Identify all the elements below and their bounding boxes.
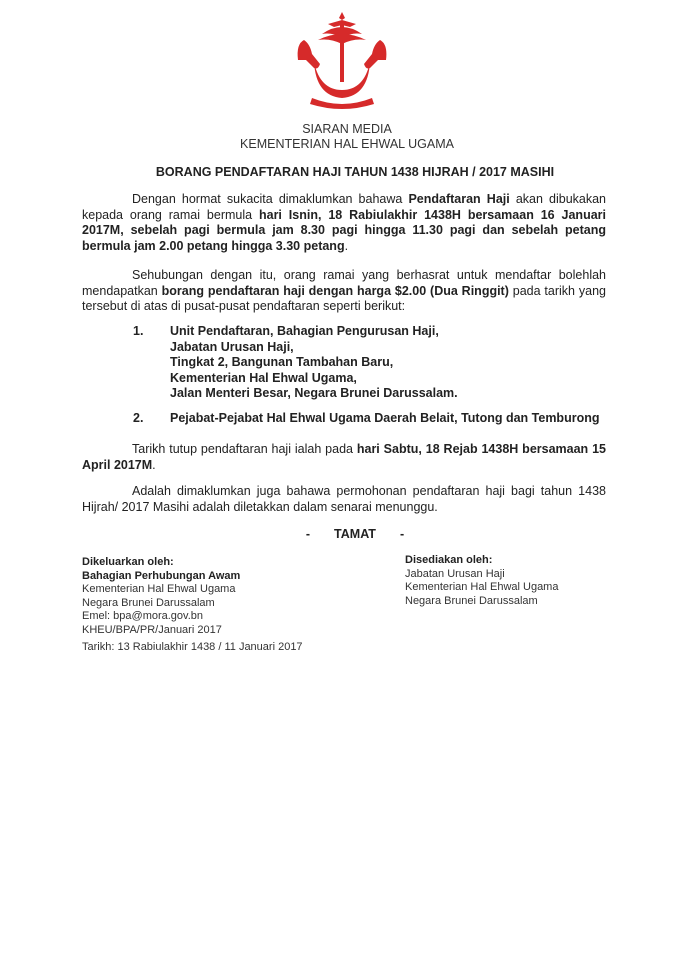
- paragraph-2: [82, 268, 606, 315]
- brunei-crest-icon: [292, 10, 392, 112]
- issued-by-email: Emel: bpa@mora.gov.bn: [82, 610, 204, 622]
- address-line: Jalan Menteri Besar, Negara Brunei Darussalam.: [170, 386, 458, 400]
- p3-text-1: Tarikh tutup pendaftaran haji ialah pada: [132, 442, 357, 456]
- issued-by-org: Bahagian Perhubungan Awam: [82, 569, 241, 582]
- prepared-by-line: Kementerian Hal Ehwal Ugama: [405, 581, 559, 593]
- list-number-1: 1.: [133, 324, 144, 338]
- p2-text-2: pada tarikh yang tersebut di atas di pusat-pusat pendaftaran seperti berikut:: [82, 283, 606, 313]
- issued-by-line: Kementerian Hal Ehwal Ugama: [82, 583, 236, 595]
- header: [0, 122, 674, 152]
- issued-by-line: Negara Brunei Darussalam: [82, 596, 215, 609]
- header-ministry: KEMENTERIAN HAL EHWAL UGAMA: [240, 137, 454, 151]
- document-title: BORANG PENDAFTARAN HAJI TAHUN 1438 HIJRAH / 2017 MASIHI: [155, 165, 555, 179]
- paragraph-1: [82, 192, 606, 254]
- tamat-dash-left: -: [305, 527, 311, 541]
- p2-text-1: Sehubungan dengan itu, orang ramai yang berhasrat untuk mendaftar bolehlah mendapatkan: [82, 268, 606, 298]
- date-line: Tarikh: 13 Rabiulakhir 1438 / 11 Januari 2017: [82, 641, 303, 653]
- p1-text-3: .: [344, 238, 349, 253]
- issued-by-block: [82, 556, 240, 637]
- header-siaran-media: SIARAN MEDIA: [302, 122, 392, 136]
- list-number-2: 2.: [133, 411, 144, 425]
- paragraph-4: [82, 484, 606, 515]
- p4-text-1: Adalah dimaklumkan juga bahawa permohonan pendaftaran haji bagi tahun 1438 Hijrah/ 2017 Masihi adalah diletakkan dalam senarai menunggu.: [82, 484, 606, 514]
- p1-text-1: Dengan hormat sukacita dimaklumkan bahawa: [132, 192, 409, 206]
- paragraph-3: [82, 442, 606, 473]
- list-item-1-address: [170, 324, 458, 402]
- prepared-by-block: [405, 554, 558, 608]
- p2-bold-1: borang pendaftaran haji dengan harga $2.00 (Dua Ringgit): [161, 283, 509, 298]
- p3-text-2: .: [152, 457, 156, 472]
- p1-bold-1: Pendaftaran Haji: [408, 192, 510, 206]
- p1-text-2: akan dibukakan kepada orang ramai bermula: [82, 192, 607, 222]
- list-item-2: Pejabat-Pejabat Hal Ehwal Ugama Daerah Belait, Tutong dan Temburong: [170, 411, 600, 425]
- issued-by-label: Dikeluarkan oleh:: [82, 556, 174, 568]
- issued-by-reference: KHEU/BPA/PR/Januari 2017: [82, 623, 222, 636]
- p3-bold-1: hari Sabtu, 18 Rejab 1438H bersamaan 15 April 2017M: [82, 442, 606, 472]
- tamat-word: TAMAT: [334, 527, 376, 541]
- prepared-by-line: Negara Brunei Darussalam: [405, 594, 538, 607]
- address-line: Jabatan Urusan Haji,: [170, 339, 294, 354]
- prepared-by-label: Disediakan oleh:: [405, 554, 493, 566]
- address-line: Unit Pendaftaran, Bahagian Pengurusan Haji,: [170, 324, 439, 338]
- address-line: Kementerian Hal Ehwal Ugama,: [170, 370, 357, 385]
- tamat-marker: [18, 527, 674, 541]
- p1-bold-2: hari Isnin, 18 Rabiulakhir 1438H bersamaan 16 Januari 2017M, sebelah pagi bermula jam 8.30 pagi hingga 11.30 pagi dan sebelah petang bermula jam 2.00 petang hingga 3.30 petang: [82, 207, 606, 253]
- tamat-dash-right: -: [399, 527, 405, 541]
- address-line: Tingkat 2, Bangunan Tambahan Baru,: [170, 355, 394, 369]
- prepared-by-line: Jabatan Urusan Haji: [405, 567, 505, 580]
